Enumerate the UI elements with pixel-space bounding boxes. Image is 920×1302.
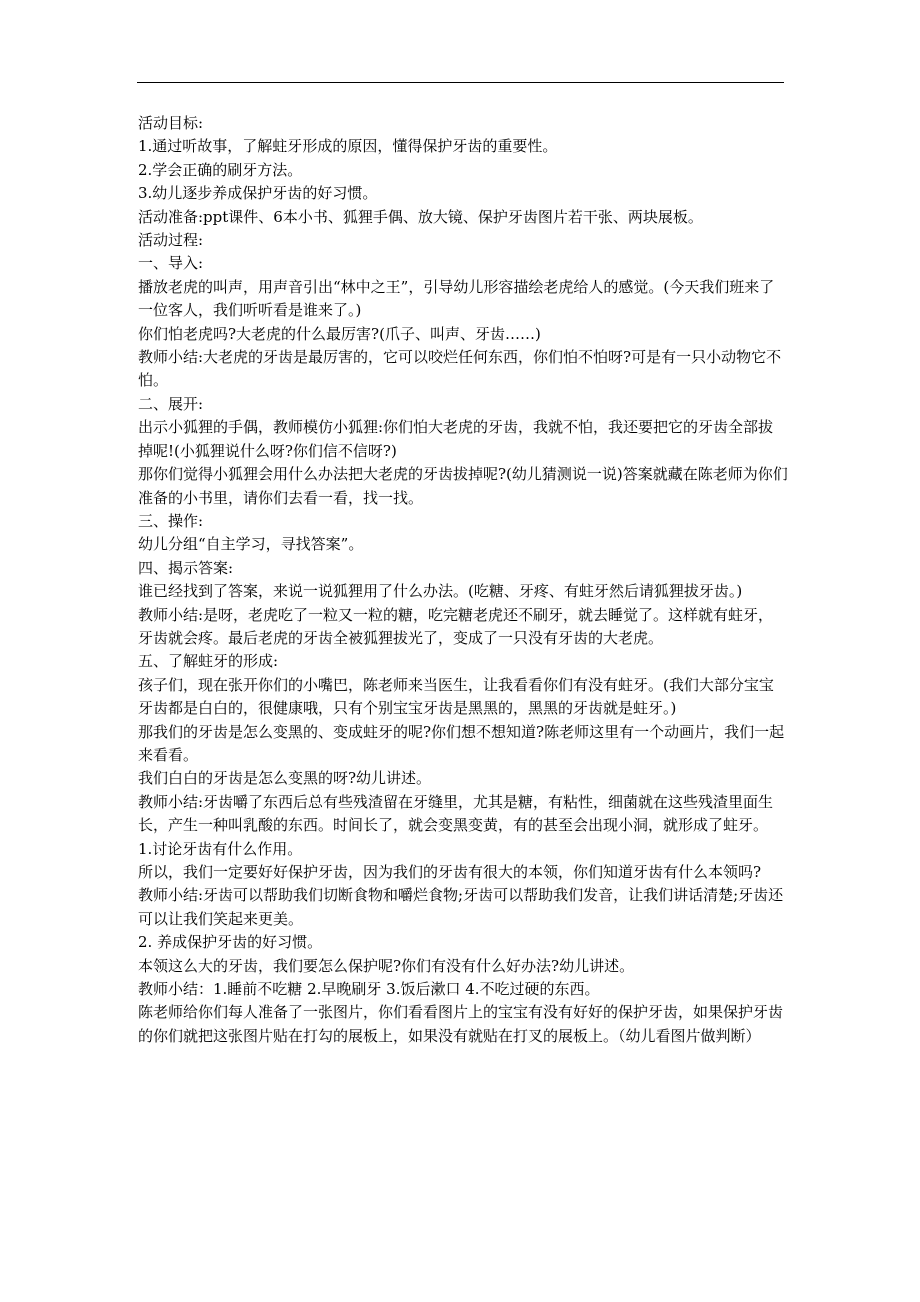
- section-heading: 五、了解蛀牙的形成:: [138, 652, 279, 671]
- paragraph: 3.幼儿逐步养成保护牙齿的好习惯。: [138, 184, 378, 203]
- paragraph: 1.讨论牙齿有什么作用。: [138, 839, 303, 858]
- section-heading: 一、导入:: [138, 254, 204, 273]
- paragraph: 幼儿分组“自主学习，寻找答案”。: [138, 535, 364, 554]
- paragraph: 2.学会正确的刷牙方法。: [138, 160, 303, 179]
- paragraph: 2. 养成保护牙齿的好习惯。: [138, 933, 323, 952]
- paragraph: 我们白白的牙齿是怎么变黑的呀?幼儿讲述。: [138, 769, 432, 788]
- paragraph: 教师小结:大老虎的牙齿是最厉害的，它可以咬烂任何东西，你们怕不怕呀?可是有一只小动物它不怕。: [138, 348, 782, 390]
- paragraph: 1.通过听故事，了解蛀牙形成的原因，懂得保护牙齿的重要性。: [138, 137, 558, 156]
- paragraph: 教师小结：1.睡前不吃糖 2.早晚刷牙 3.饭后漱口 4.不吃过硬的东西。: [138, 980, 600, 999]
- paragraph: 教师小结:是呀，老虎吃了一粒又一粒的糖，吃完糖老虎还不刷牙，就去睡觉了。这样就有蛀牙，牙齿就会疼。最后老虎的牙齿全被狐狸拔光了，变成了一只没有牙齿的大老虎。: [138, 605, 774, 647]
- section-heading-goals: 活动目标:: [138, 114, 204, 132]
- paragraph: 孩子们，现在张开你们的小嘴巴，陈老师来当医生，让我看看你们有没有蛀牙。(我们大部分宝宝牙齿都是白白的，很健康哦，只有个别宝宝牙齿是黑黑的，黑黑的牙齿就是蛀牙。): [138, 675, 774, 718]
- paragraph: 你们怕老虎吗?大老虎的什么最厉害?(爪子、叫声、牙齿……): [138, 324, 541, 343]
- section-heading: 四、揭示答案:: [138, 558, 234, 577]
- paragraph: 出示小狐狸的手偶，教师模仿小狐狸:你们怕大老虎的牙齿，我就不怕，我还要把它的牙齿全部拔掉呢!(小狐狸说什么呀?你们信不信呀?): [138, 418, 774, 460]
- section-heading: 二、展开:: [138, 394, 204, 413]
- paragraph: 教师小结:牙齿可以帮助我们切断食物和嚼烂食物;牙齿可以帮助我们发音，让我们讲话清楚;牙齿还可以让我们笑起来更美。: [138, 886, 784, 928]
- paragraph: 播放老虎的叫声，用声音引出“林中之王”，引导幼儿形容描绘老虎给人的感觉。(今天我们班来了一位客人，我们听听看是谁来了。): [138, 277, 775, 320]
- document-body: [138, 112, 788, 1048]
- paragraph: 那你们觉得小狐狸会用什么办法把大老虎的牙齿拔掉呢?(幼儿猜测说一说)答案就藏在陈老师为你们准备的小书里，请你们去看一看，找一找。: [138, 465, 788, 507]
- paragraph: 那我们的牙齿是怎么变黑的、变成蛀牙的呢?你们想不想知道?陈老师这里有一个动画片，我们一起来看看。: [138, 722, 785, 764]
- paragraph: 本领这么大的牙齿，我们要怎么保护呢?你们有没有什么好办法?幼儿讲述。: [138, 956, 635, 975]
- header-rule: [137, 82, 784, 83]
- paragraph: 所以，我们一定要好好保护牙齿，因为我们的牙齿有很大的本领，你们知道牙齿有什么本领吗?: [138, 863, 762, 881]
- paragraph: 教师小结:牙齿嚼了东西后总有些残渣留在牙缝里，尤其是糖，有粘性，细菌就在这些残渣里面生长，产生一种叫乳酸的东西。时间长了，就会变黑变黄，有的甚至会出现小洞，就形成了蛀牙。: [138, 792, 774, 835]
- section-heading: 三、操作:: [138, 511, 204, 530]
- paragraph: 活动准备:ppt课件、6本小书、狐狸手偶、放大镜、保护牙齿图片若干张、两块展板。: [138, 207, 703, 226]
- paragraph: 谁已经找到了答案，来说一说狐狸用了什么办法。(吃糖、牙疼、有蛀牙然后请狐狸拔牙齿。): [138, 582, 743, 601]
- section-heading-process: 活动过程:: [138, 231, 204, 250]
- paragraph: 陈老师给你们每人准备了一张图片，你们看看图片上的宝宝有没有好好的保护牙齿，如果保护牙齿的你们就把这张图片贴在打勾的展板上，如果没有就贴在打叉的展板上。（幼儿看图片做判断）: [138, 1003, 784, 1045]
